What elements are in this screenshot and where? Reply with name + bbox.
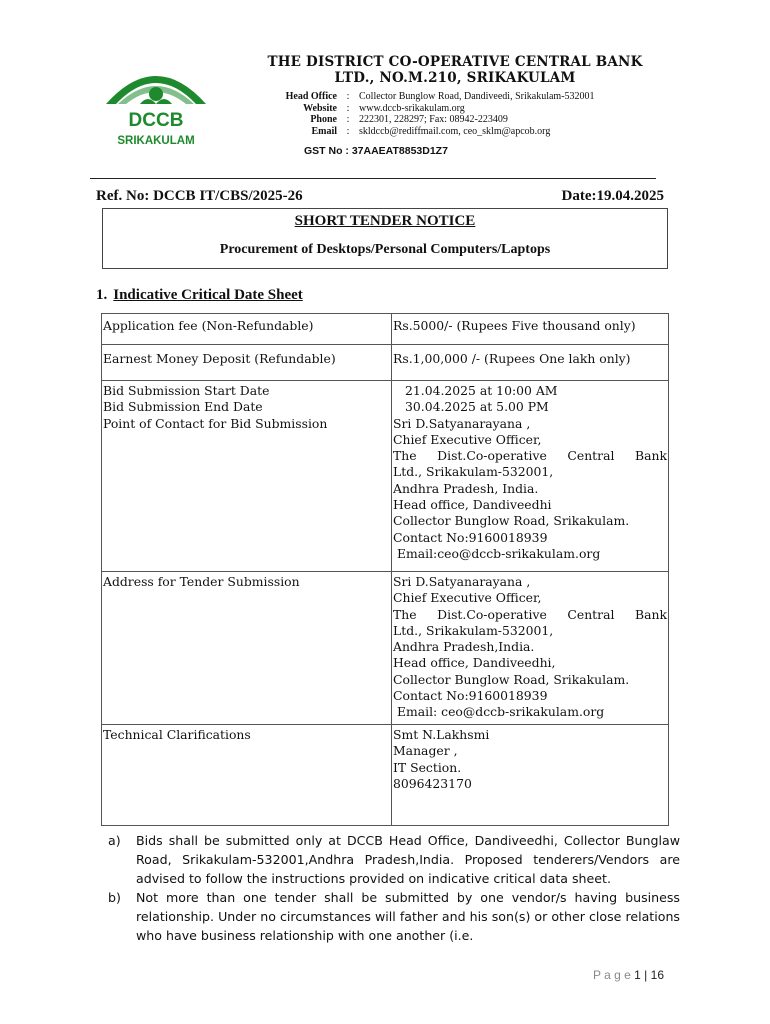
table-cell: Application fee (Non-Refundable): [102, 314, 392, 345]
table-cell: [392, 572, 669, 725]
logo-city: SRIKAKULAM: [117, 135, 195, 147]
section-heading: [96, 287, 303, 304]
poc-line: Collector Bunglow Road, Srikakulam.: [393, 513, 630, 529]
page-footer: [593, 968, 664, 982]
instructions-list: [108, 831, 680, 945]
table-row: [102, 381, 669, 572]
table-cell: [392, 381, 669, 572]
tech-line: 8096423170: [393, 775, 472, 791]
header-divider: [90, 178, 656, 179]
list-text: Not more than one tender shall be submitted by one vendor/s having business relationship. Under no circumstances will father and his son(s) or other close relations who have business relationship with one another (i.e.: [136, 890, 680, 943]
contact-row-website: [255, 103, 595, 115]
address-line: Chief Executive Officer,: [393, 590, 542, 606]
contact-key: Phone: [310, 114, 337, 125]
contact-row-head-office: [255, 91, 595, 103]
table-row: [102, 345, 669, 381]
bank-name: [225, 54, 685, 86]
poc-line: Andhra Pradesh, India.: [393, 480, 539, 496]
poc-line: Sri D.Satyanarayana ,: [393, 415, 531, 431]
poc-line: Ltd., Srikakulam-532001,: [393, 464, 554, 480]
table-cell: Technical Clarifications: [102, 725, 392, 826]
bid-end-value: 30.04.2025 at 5.00 PM: [405, 399, 549, 415]
address-line: Sri D.Satyanarayana ,: [393, 574, 531, 589]
list-marker: b): [108, 890, 121, 905]
logo-abbr: DCCB: [128, 110, 184, 131]
contact-colon: :: [346, 102, 350, 114]
bid-end-label: Bid Submission End Date: [103, 399, 263, 415]
critical-date-table: [101, 313, 669, 826]
address-line: Collector Bunglow Road, Srikakulam.: [393, 671, 630, 687]
address-line: Head office, Dandiveedhi,: [393, 655, 556, 671]
tech-line: Manager ,: [393, 743, 458, 759]
poc-line: Chief Executive Officer,: [393, 431, 542, 447]
reference-number: Ref. No: DCCB IT/CBS/2025-26: [96, 188, 303, 204]
contact-colon: :: [346, 91, 350, 102]
bid-start-label: Bid Submission Start Date: [103, 383, 270, 398]
contact-colon: :: [346, 125, 350, 137]
notice-subtitle: Procurement of Desktops/Personal Computers/Laptops: [219, 242, 551, 257]
list-text: Bids shall be submitted only at DCCB Head Office, Dandiveedhi, Collector Bunglaw Road, Srikakulam-532001,Andhra Pradesh,India. Proposed tenderers/Vendors are advised to follow the instructions provided on indicative critical data sheet.: [136, 833, 680, 886]
page-label: P a g e: [592, 968, 631, 982]
contact-value: 222301, 228297; Fax: 08942-223409: [359, 114, 508, 125]
table-cell: Earnest Money Deposit (Refundable): [102, 345, 392, 381]
table-cell: [102, 381, 392, 572]
address-line: Andhra Pradesh,India.: [393, 639, 535, 655]
address-email[interactable]: Email: ceo@dccb-srikakulam.org: [393, 704, 605, 720]
gst-number: GST No : 37AAEAT8853D1Z7: [304, 145, 448, 157]
list-item: [108, 888, 680, 945]
page-number: 1: [634, 968, 641, 982]
table-row: [102, 572, 669, 725]
logo-emblem: [106, 76, 206, 104]
notice-title-box: [102, 208, 668, 269]
page-separator: |: [644, 968, 648, 982]
email-link[interactable]: skldccb@rediffmail.com, ceo_sklm@apcob.org: [359, 125, 551, 137]
poc-line: Head office, Dandiveedhi: [393, 497, 552, 513]
address-line: Contact No:9160018939: [393, 688, 548, 704]
poc-line: The Dist.Co-operative Central Bank: [393, 448, 667, 464]
table-row: [102, 314, 669, 345]
dccb-logo: [100, 54, 212, 150]
tech-line: Smt N.Lakhsmi: [393, 727, 490, 742]
page-total: 16: [650, 968, 664, 982]
table-cell: Address for Tender Submission: [102, 572, 392, 725]
bank-name-line1: THE DISTRICT CO-OPERATIVE CENTRAL BANK: [267, 54, 643, 70]
list-marker: a): [108, 833, 121, 848]
bank-name-line2: LTD., NO.M.210, SRIKAKULAM: [334, 70, 576, 86]
table-cell: Rs.5000/- (Rupees Five thousand only): [392, 314, 669, 345]
table-cell: [392, 725, 669, 826]
notice-date: Date:19.04.2025: [561, 188, 664, 204]
list-item: [108, 831, 680, 888]
contact-value: Collector Bunglow Road, Dandiveedi, Srikakulam-532001: [359, 91, 595, 102]
contact-row-phone: [255, 114, 595, 126]
contact-key: Head Office: [285, 91, 337, 102]
section-number: 1.: [96, 287, 108, 303]
notice-title: SHORT TENDER NOTICE: [294, 213, 476, 229]
poc-line: Contact No:9160018939: [393, 529, 548, 545]
contact-key: Website: [303, 102, 337, 114]
contact-key: Email: [311, 125, 337, 137]
contact-block: [255, 91, 595, 137]
website-link[interactable]: www.dccb-srikakulam.org: [359, 102, 465, 114]
tech-line: IT Section.: [393, 759, 462, 775]
bid-start-value: 21.04.2025 at 10:00 AM: [405, 383, 558, 398]
address-line: The Dist.Co-operative Central Bank: [393, 606, 667, 622]
contact-colon: :: [346, 114, 350, 125]
contact-row-email: [255, 126, 595, 138]
address-line: Ltd., Srikakulam-532001,: [393, 622, 554, 638]
section-title: Indicative Critical Date Sheet: [113, 287, 303, 303]
poc-label: Point of Contact for Bid Submission: [103, 415, 328, 431]
table-row: [102, 725, 669, 826]
poc-email[interactable]: Email:ceo@dccb-srikakulam.org: [393, 545, 601, 561]
table-cell: Rs.1,00,000 /- (Rupees One lakh only): [392, 345, 669, 381]
